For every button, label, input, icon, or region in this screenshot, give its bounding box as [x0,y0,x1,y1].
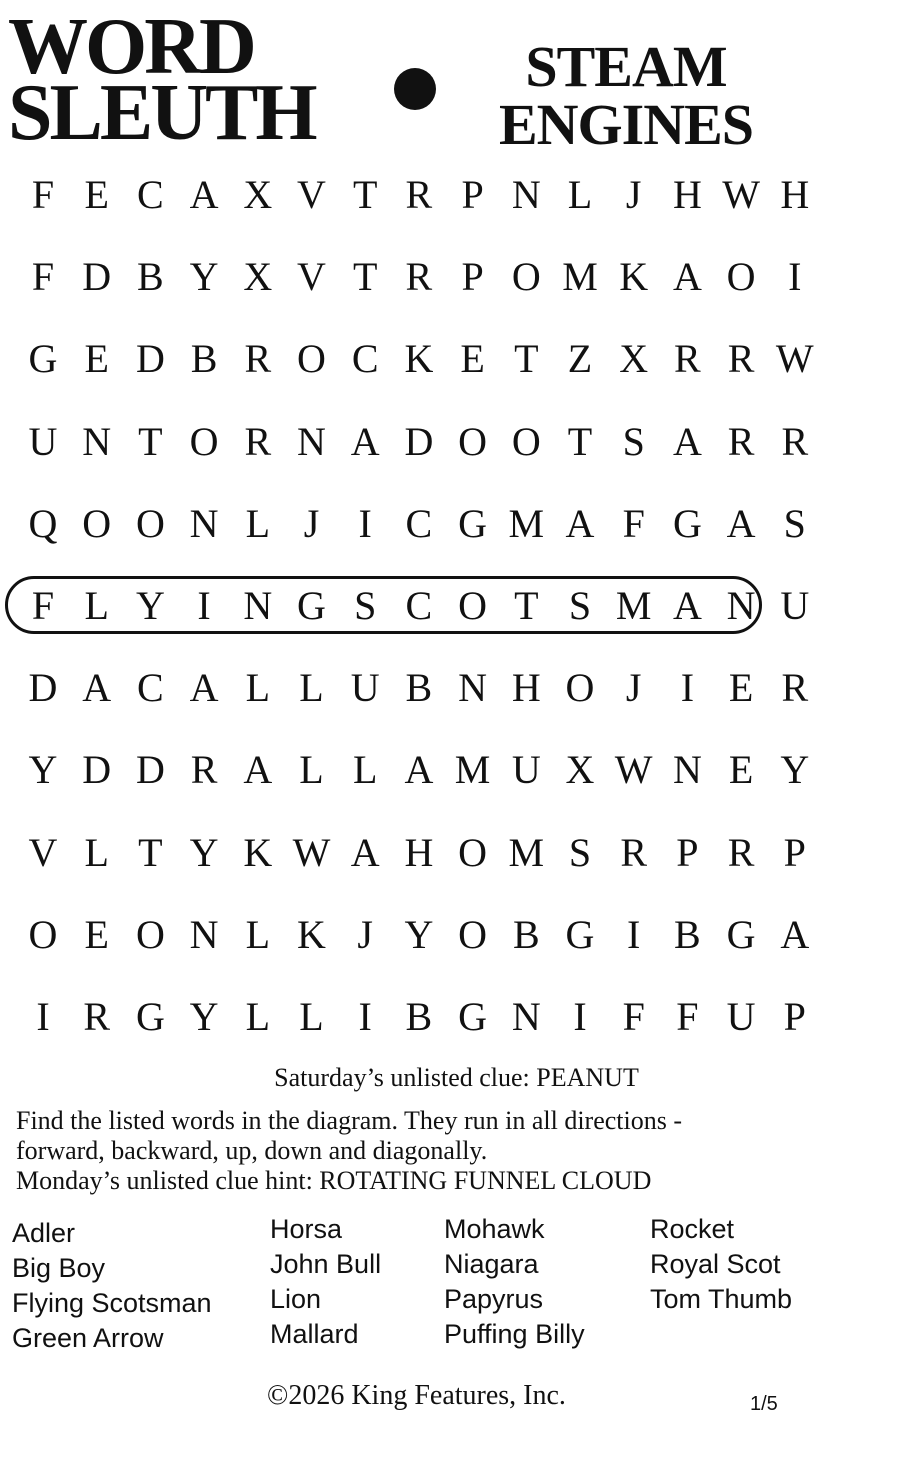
word-list-item: Rocket [650,1214,735,1244]
word-list-item: Mallard [270,1319,359,1349]
grid-letter: X [243,254,273,300]
grid-letter: R [244,336,272,382]
grid-letter: H [511,665,541,711]
grid-letter: W [292,829,331,875]
grid-letter: L [84,583,109,628]
grid-letter: L [245,911,271,957]
grid-letter: H [780,172,810,217]
word-list-item: Papyrus [444,1284,544,1314]
grid-letter: L [352,747,378,793]
grid-letter: H [672,172,702,217]
grid-letter: R [674,336,701,382]
grid-letter: T [352,254,378,300]
grid-letter: P [676,829,699,875]
grid-letter: E [84,911,109,957]
grid-letter: K [243,829,273,875]
grid-letter: K [404,336,434,382]
grid-letter: L [245,500,271,546]
monday-unlisted-clue-hint: Monday’s unlisted clue hint: ROTATING FUNNEL CLOUD [16,1166,652,1195]
grid-letter: R [781,665,809,711]
grid-letter: B [512,911,540,957]
grid-letter: R [727,336,755,382]
grid-letter: X [243,172,273,217]
theme-title-line2: ENGINES [498,92,754,157]
word-list-item: Niagara [444,1249,539,1279]
grid-letter: O [297,336,326,382]
grid-letter: B [405,994,433,1039]
grid-letter: S [354,583,377,628]
grid-letter: G [28,336,58,382]
grid-letter: V [297,254,326,300]
theme-title-line1: STEAM [525,34,727,99]
word-list-item: Adler [12,1218,76,1248]
word-list-item: John Bull [270,1249,382,1279]
grid-letter: P [461,254,484,300]
grid-letter: W [614,747,653,793]
grid-letter: O [135,500,165,546]
grid-letter: V [297,172,326,217]
grid-letter: Z [567,336,593,382]
grid-letter: O [565,665,595,711]
word-list-item: Green Arrow [12,1323,164,1353]
grid-letter: U [350,665,380,711]
grid-letter: R [83,994,111,1039]
grid-letter: C [405,500,433,546]
grid-letter: Y [189,994,219,1039]
word-list-column-2 [270,1212,381,1352]
grid-letter: N [189,911,219,957]
grid-letter: O [458,583,488,628]
puzzle-title-line2: SLEUTH [8,69,315,157]
grid-letter: D [404,418,434,464]
grid-letter: F [622,500,645,546]
grid-letter: S [568,583,592,628]
grid-letter: I [788,254,802,300]
grid-letter: V [28,829,58,875]
grid-letter: F [31,254,55,300]
grid-letter: U [780,583,810,628]
grid-letter: M [562,254,598,300]
grid-letter: B [137,254,164,300]
grid-letter: G [458,994,488,1039]
grid-letter: M [508,829,545,875]
grid-letter: N [189,500,219,546]
word-list-item: Lion [270,1284,322,1314]
word-list-item: Puffing Billy [444,1319,585,1349]
grid-letter: P [783,829,806,875]
grid-letter: A [82,665,112,711]
word-list-item: Flying Scotsman [12,1288,212,1318]
copyright-notice: ©2026 King Features, Inc. [267,1380,566,1411]
grid-letter: W [775,336,814,382]
word-list-item: Mohawk [444,1214,545,1244]
grid-letter: M [508,500,545,546]
grid-letter: D [135,747,165,793]
word-list-item: Horsa [270,1214,343,1244]
grid-letter: B [190,336,218,382]
grid-letter: O [458,829,488,875]
grid-letter: Y [28,747,58,793]
grid-letter: C [405,583,433,628]
grid-letter: C [351,336,379,382]
grid-letter: L [299,747,324,793]
page-number: 1/5 [750,1393,778,1415]
grid-letter: R [781,418,809,464]
grid-letter: G [297,583,326,628]
grid-letter: D [82,254,112,300]
grid-letter: N [511,994,541,1039]
grid-letter: T [352,172,378,217]
instructions-line2: forward, backward, up, down and diagonally. [16,1136,488,1165]
grid-letter: N [511,172,541,217]
grid-letter: Q [28,500,58,546]
grid-letter: N [243,583,273,628]
grid-letter: O [189,418,219,464]
grid-letter: I [627,911,641,957]
word-list-column-3 [444,1212,585,1352]
grid-letter: K [297,911,326,957]
grid-letter: A [189,665,219,711]
grid-letter: E [84,172,109,217]
grid-letter: T [514,583,539,628]
grid-letter: O [511,418,541,464]
grid-letter: O [135,911,165,957]
grid-letter: J [625,172,642,217]
grid-letter: R [244,418,272,464]
grid-letter: D [28,665,58,711]
grid-letter: C [137,665,164,711]
word-list-item: Royal Scot [650,1249,781,1279]
grid-letter: T [138,829,163,875]
grid-letter: R [190,747,218,793]
word-list-column-4 [650,1212,792,1317]
grid-letter: Y [135,583,165,628]
grid-letter: L [245,665,271,711]
word-list-item: Tom Thumb [650,1284,793,1314]
grid-letter: L [567,172,593,217]
grid-letter: U [28,418,58,464]
saturday-unlisted-clue: Saturday’s unlisted clue: PEANUT [274,1063,639,1092]
grid-letter: A [350,418,380,464]
grid-letter: A [726,500,756,546]
grid-letter: N [297,418,326,464]
instructions [16,1106,896,1196]
grid-letter: F [31,172,55,217]
grid-letter: A [189,172,219,217]
grid-letter: W [722,172,760,217]
grid-letter: F [676,994,699,1039]
grid-letter: A [780,911,810,957]
grid-letter: D [82,747,112,793]
grid-letter: O [458,911,488,957]
grid-letter: J [625,665,642,711]
instructions-line1: Find the listed words in the diagram. They run in all directions - [16,1106,683,1135]
grid-letter: R [727,829,755,875]
word-list-column-1 [12,1216,212,1356]
grid-letter: O [82,500,112,546]
grid-letter: T [514,336,539,382]
grid-letter: E [460,336,485,382]
grid-letter: G [726,911,756,957]
grid-letter: E [84,336,109,382]
grid-letter: R [405,172,433,217]
grid-letter: G [458,500,488,546]
grid-letter: O [726,254,756,300]
grid-letter: J [303,500,320,546]
word-list-item: Big Boy [12,1253,106,1283]
grid-letter: A [350,829,380,875]
grid-letter: I [573,994,587,1039]
grid-letter: U [511,747,541,793]
grid-letter: S [568,829,592,875]
grid-letter: H [404,829,434,875]
grid-letter: A [672,418,702,464]
grid-letter: G [565,911,595,957]
grid-letter: R [727,418,755,464]
grid-letter: L [245,994,271,1039]
grid-letter: J [357,911,373,957]
grid-letter: X [619,336,649,382]
grid-letter: N [726,583,756,628]
grid-letter: D [135,336,165,382]
grid-letter: Y [404,911,434,957]
grid-letter: K [619,254,649,300]
grid-letter: A [672,254,702,300]
grid-letter: I [358,994,372,1039]
grid-letter: G [672,500,702,546]
grid-letter: S [783,500,806,546]
grid-letter: O [458,418,488,464]
grid-letter: L [84,829,109,875]
grid-letter: A [565,500,595,546]
grid-letter: U [726,994,756,1039]
grid-letter: M [454,747,491,793]
grid-letter: N [82,418,112,464]
grid-letter: N [672,747,702,793]
grid-letter: G [135,994,165,1039]
grid-letter: P [783,994,806,1039]
grid-letter: E [728,665,754,711]
grid-letter: L [299,665,324,711]
grid-letter: L [299,994,324,1039]
grid-letter: I [197,583,211,628]
grid-letter: B [674,911,701,957]
grid-letter: P [461,172,484,217]
grid-letter: F [622,994,645,1039]
grid-letter: S [622,418,645,464]
grid-letter: Y [780,747,810,793]
grid-letter: I [36,994,50,1039]
grid-letter: X [565,747,595,793]
grid-letter: T [567,418,593,464]
grid-letter: N [458,665,488,711]
grid-letter: T [138,418,163,464]
puzzle-title-line1: WORD [8,3,254,91]
grid-letter: Y [189,829,219,875]
grid-letter: B [405,665,433,711]
grid-letter: I [680,665,695,711]
grid-letter: R [405,254,433,300]
grid-letter: O [511,254,541,300]
grid-letter: O [28,911,58,957]
grid-letter: A [672,583,702,628]
grid-letter: C [137,172,164,217]
grid-letter: E [728,747,754,793]
grid-letter: R [620,829,648,875]
grid-letter: Y [189,254,219,300]
grid-letter: M [615,583,652,628]
grid-letter: A [404,747,434,793]
grid-letter: A [243,747,273,793]
grid-letter: I [358,500,372,546]
grid-letter: F [31,583,55,628]
